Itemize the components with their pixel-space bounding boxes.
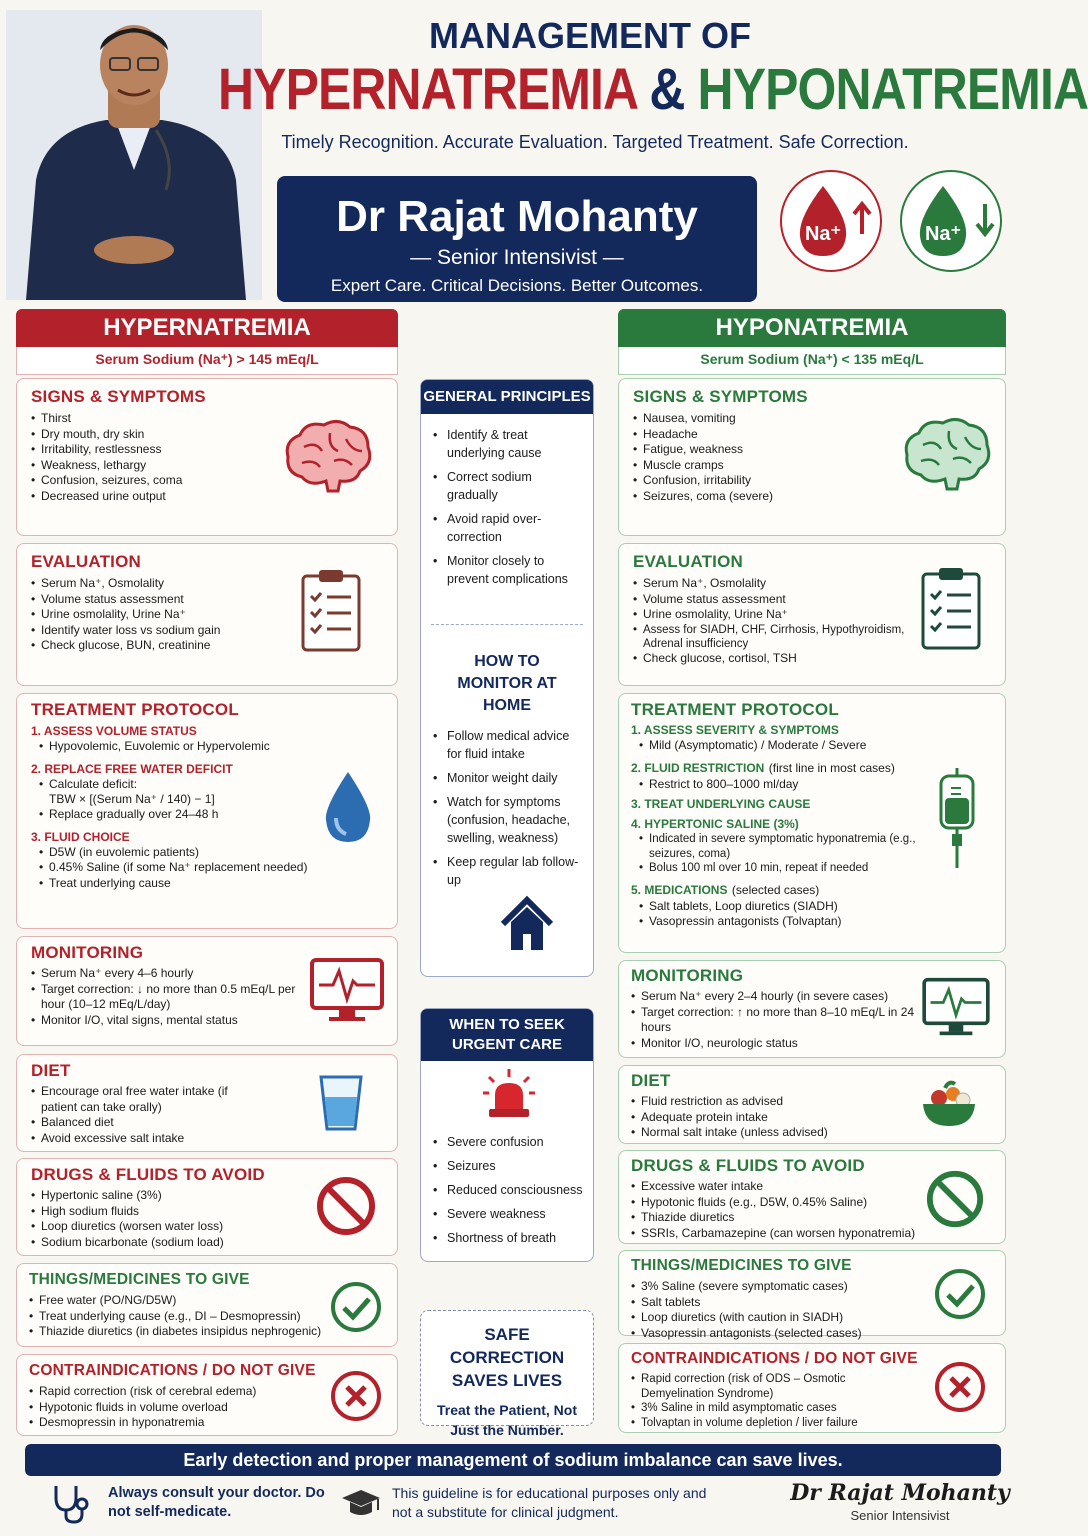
hypo-signs-card (618, 378, 1006, 536)
hyper-definition: Serum Sodium (Na⁺) > 145 mEq/L (16, 347, 398, 375)
list-item: • Indicated in severe symptomatic hyponatremia (e.g., seizures, coma) (639, 832, 916, 861)
hypo-monitoring-card (618, 960, 1006, 1058)
signature-name: Dr Rajat Mohanty (790, 1480, 1010, 1506)
sodium-up-icon (778, 168, 884, 279)
stethoscope-icon (48, 1482, 94, 1531)
list-item: • Serum Na⁺, Osmolality (633, 576, 923, 592)
sodium-down-icon (898, 168, 1004, 279)
footer-banner: Early detection and proper management of sodium imbalance can save lives. (25, 1444, 1001, 1476)
list-item: • Adequate protein intake (631, 1110, 993, 1126)
x-circle-icon (933, 1360, 987, 1419)
hyper-banner: HYPERNATREMIA (16, 309, 398, 347)
list-item: • Thiazide diuretics (in diabetes insipidus nephrogenic) (29, 1324, 385, 1340)
list-item: • Dry mouth, dry skin (31, 427, 383, 443)
hyper-diet-title: DIET (31, 1061, 71, 1080)
list-item: • Target correction: ↓ no more than 0.5 mEq/L per hour (10–12 mEq/L/day) (31, 982, 316, 1013)
hypo-signs-title: SIGNS & SYMPTOMS (633, 387, 808, 406)
list-item: • Treat underlying cause (39, 876, 383, 892)
list-item: • Shortness of breath (433, 1229, 583, 1247)
water-glass-icon (317, 1073, 365, 1138)
brain-icon (282, 417, 374, 498)
hypo-treatment-step5-list (631, 899, 993, 930)
hypo-banner: HYPONATREMIA (618, 309, 1006, 347)
list-item: • Fluid restriction as advised (631, 1094, 993, 1110)
list-item: • Identify & treat underlying cause (433, 426, 583, 462)
house-icon (499, 894, 555, 959)
hyper-give-title: THINGS/MEDICINES TO GIVE (29, 1271, 250, 1288)
list-item: • Vasopressin antagonists (Tolvaptan) (639, 914, 993, 930)
checkmark-icon (329, 1280, 383, 1339)
principles-title: GENERAL PRINCIPLES (421, 380, 593, 414)
list-item: • Excessive water intake (631, 1179, 993, 1195)
list-item: • Muscle cramps (633, 458, 991, 474)
list-item: • Check glucose, cortisol, TSH (633, 651, 923, 667)
list-item: • Salt tablets (631, 1295, 993, 1311)
hyper-monitoring-title: MONITORING (31, 943, 144, 962)
prohibited-icon (315, 1175, 377, 1242)
home-title: HOW TO MONITOR AT HOME (457, 653, 557, 714)
list-item: • Treat underlying cause (e.g., DI – Desmopressin) (29, 1309, 385, 1325)
list-item: • Calculate deficit: (39, 777, 383, 793)
signature-role: Senior Intensivist (850, 1508, 950, 1523)
list-item: • Serum Na⁺ every 4–6 hourly (31, 966, 316, 982)
title-hyper: HYPERNATREMIA (218, 57, 637, 122)
list-item: • Hypotonic fluids (e.g., D5W, 0.45% Saline) (631, 1195, 993, 1211)
doctor-photo (6, 10, 262, 300)
hypo-monitoring-list (631, 989, 916, 1051)
list-item: • Thirst (31, 411, 383, 427)
list-item: • Serum Na⁺, Osmolality (31, 576, 383, 592)
hypo-avoid-card (618, 1150, 1006, 1244)
hypo-evaluation-card (618, 543, 1006, 686)
graduation-cap-icon (340, 1486, 382, 1529)
hypo-treatment-step5-note: (selected cases) (731, 882, 820, 897)
hypo-diet-card (618, 1065, 1006, 1144)
list-item: • SSRIs, Carbamazepine (can worsen hyponatremia) (631, 1226, 993, 1242)
doctor-name: Dr Rajat Mohanty (336, 192, 698, 241)
list-item: • Assess for SIADH, CHF, Cirrhosis, Hypothyroidism, Adrenal insufficiency (633, 623, 923, 651)
list-item: • Monitor weight daily (433, 769, 583, 787)
consult-note: Always consult your doctor. Do not self-medicate. (108, 1485, 325, 1520)
list-item: • Thiazide diuretics (631, 1210, 993, 1226)
list-item: • Serum Na⁺ every 2–4 hourly (in severe cases) (631, 989, 916, 1005)
list-item: • Sodium bicarbonate (sodium load) (31, 1235, 383, 1251)
list-item: • Headache (633, 427, 991, 443)
list-item: • Monitor I/O, neurologic status (631, 1036, 916, 1052)
list-item: • 3% Saline in mild asymptomatic cases (631, 1401, 921, 1416)
water-drop-icon (322, 768, 374, 851)
na-label-down: Na⁺ (924, 223, 962, 245)
urgent-list (421, 1133, 593, 1247)
hypo-treatment-step1: 1. ASSESS SEVERITY & SYMPTOMS (631, 723, 839, 737)
list-item: • Correct sodium gradually (433, 468, 583, 504)
safe-correction-box (420, 1310, 594, 1438)
monitor-icon (921, 977, 991, 1042)
list-item: • Fatigue, weakness (633, 442, 991, 458)
hypo-contra-list (631, 1372, 921, 1430)
tagline: Timely Recognition. Accurate Evaluation. Targeted Treatment. Safe Correction. (281, 132, 909, 152)
list-item: • Hypertonic saline (3%) (31, 1188, 383, 1204)
list-item: • Nausea, vomiting (633, 411, 991, 427)
list-item: • Volume status assessment (633, 592, 923, 608)
checkmark-icon (933, 1267, 987, 1326)
list-item: • Balanced diet (31, 1115, 241, 1131)
list-item: • Vasopressin antagonists (selected cases) (631, 1326, 993, 1342)
hyper-monitoring-card (16, 936, 398, 1046)
title-hypo: HYPONATREMIA (697, 57, 1088, 122)
title-line1: MANAGEMENT OF (429, 15, 751, 56)
hyper-avoid-card (16, 1158, 398, 1256)
list-item: • Reduced consciousness (433, 1181, 583, 1199)
hyper-treatment-title: TREATMENT PROTOCOL (31, 700, 239, 719)
clipboard-icon (919, 564, 983, 657)
list-item: • Confusion, seizures, coma (31, 473, 383, 489)
list-item: • Confusion, irritability (633, 473, 991, 489)
list-item: • Free water (PO/NG/D5W) (29, 1293, 385, 1309)
hypo-diet-title: DIET (631, 1071, 671, 1090)
list-item: • D5W (in euvolemic patients) (39, 845, 383, 861)
x-circle-icon (329, 1369, 383, 1428)
hyper-treatment-step1: 1. ASSESS VOLUME STATUS (31, 724, 197, 738)
list-item: • Urine osmolality, Urine Na⁺ (31, 607, 383, 623)
list-item: • Rapid correction (risk of ODS – Osmotic Demyelination Syndrome) (631, 1372, 921, 1401)
list-item: • 3% Saline (severe symptomatic cases) (631, 1279, 993, 1295)
signature (790, 1478, 1010, 1524)
principles-list (421, 414, 593, 588)
monitor-icon (309, 957, 385, 1028)
center-panel (420, 379, 594, 977)
list-item: • Salt tablets, Loop diuretics (SIADH) (639, 899, 993, 915)
hypo-treatment-step1-list (631, 738, 993, 754)
hyper-contra-title: CONTRAINDICATIONS / DO NOT GIVE (29, 1362, 316, 1379)
list-item: • Watch for symptoms (confusion, headache, swelling, weakness) (433, 793, 583, 847)
list-item: • Hypotonic fluids in volume overload (29, 1400, 385, 1416)
hyper-evaluation-card (16, 543, 398, 686)
list-item: • Loop diuretics (worsen water loss) (31, 1219, 383, 1235)
hypo-treatment-title: TREATMENT PROTOCOL (631, 700, 839, 719)
prohibited-icon (925, 1169, 985, 1234)
urgent-panel (420, 1008, 594, 1262)
list-item: • Keep regular lab follow-up (433, 853, 583, 889)
hyper-give-card (16, 1263, 398, 1347)
list-item: • Volume status assessment (31, 592, 383, 608)
hypo-evaluation-list (633, 576, 923, 666)
list-item: • Severe weakness (433, 1205, 583, 1223)
list-item: • Seizures, coma (severe) (633, 489, 991, 505)
hypo-monitoring-title: MONITORING (631, 966, 744, 985)
list-item: • Hypovolemic, Euvolemic or Hypervolemic (39, 739, 383, 755)
list-item: • Rapid correction (risk of cerebral edema) (29, 1384, 385, 1400)
list-item: • Decreased urine output (31, 489, 383, 505)
list-item: • Severe confusion (433, 1133, 583, 1151)
list-item: • 0.45% Saline (if some Na⁺ replacement needed) (39, 860, 383, 876)
safe-text: Treat the Patient, Not Just the Number. (436, 1402, 578, 1438)
hypo-treatment-step3: 3. TREAT UNDERLYING CAUSE (631, 797, 811, 811)
hypo-treatment-card (618, 693, 1006, 953)
hyper-treatment-step3: 3. FLUID CHOICE (31, 829, 130, 844)
list-item: • Identify water loss vs sodium gain (31, 623, 383, 639)
hyper-contra-card (16, 1354, 398, 1436)
hyper-signs-title: SIGNS & SYMPTOMS (31, 387, 206, 406)
hyper-treatment-step3-list (31, 845, 383, 892)
list-item: • Urine osmolality, Urine Na⁺ (633, 607, 923, 623)
hypo-treatment-step5 (631, 881, 993, 899)
list-item: • Follow medical advice for fluid intake (433, 727, 583, 763)
list-item: • Check glucose, BUN, creatinine (31, 638, 383, 654)
hyper-treatment-step2: 2. REPLACE FREE WATER DEFICIT (31, 761, 233, 776)
hyper-signs-card (16, 378, 398, 536)
hypo-definition: Serum Sodium (Na⁺) < 135 mEq/L (618, 347, 1006, 375)
title-amp: & (649, 57, 685, 122)
list-item: • Irritability, restlessness (31, 442, 383, 458)
list-item: • Restrict to 800–1000 ml/day (639, 777, 993, 793)
list-item: • Tolvaptan in volume depletion / liver failure (631, 1416, 921, 1431)
list-item: • Weakness, lethargy (31, 458, 383, 474)
alarm-siren-icon (481, 1067, 537, 1124)
food-bowl-icon (919, 1080, 979, 1135)
list-item: • Monitor closely to prevent complications (433, 552, 583, 588)
urgent-title: WHEN TO SEEK URGENT CARE (421, 1009, 593, 1061)
list-item: • Encourage oral free water intake (if patient can take orally) (31, 1084, 241, 1115)
hypo-give-title: THINGS/MEDICINES TO GIVE (631, 1257, 852, 1274)
list-item: • Bolus 100 ml over 10 min, repeat if needed (639, 861, 916, 876)
clipboard-icon (299, 566, 363, 659)
doctor-role: — Senior Intensivist — (410, 246, 624, 269)
hypo-contra-title: CONTRAINDICATIONS / DO NOT GIVE (631, 1350, 918, 1367)
list-item: • Normal salt intake (unless advised) (631, 1125, 993, 1141)
hypo-treatment-step5-label: 5. MEDICATIONS (631, 882, 728, 897)
hypo-treatment-step4: 4. HYPERTONIC SALINE (3%) (631, 817, 799, 831)
hypo-give-card (618, 1250, 1006, 1340)
disclaimer-note: This guideline is for educational purposes only and not a substitute for clinical judgment. (392, 1485, 707, 1520)
hyper-avoid-title: DRUGS & FLUIDS TO AVOID (31, 1165, 265, 1184)
doctor-role-text: Senior Intensivist (437, 246, 597, 269)
list-item: • Replace gradually over 24–48 h (39, 807, 383, 823)
list-item: • High sodium fluids (31, 1204, 383, 1220)
list-item: • Loop diuretics (with caution in SIADH) (631, 1310, 993, 1326)
hypo-treatment-step4-list (631, 832, 916, 876)
deficit-formula: TBW × [(Serum Na⁺ / 140) − 1] (49, 792, 215, 806)
iv-bag-icon (937, 768, 977, 873)
hyper-evaluation-title: EVALUATION (31, 552, 141, 571)
hypo-evaluation-title: EVALUATION (633, 552, 743, 571)
page-title (218, 57, 1088, 122)
na-label-up: Na⁺ (804, 223, 842, 245)
list-item: • Mild (Asymptomatic) / Moderate / Severe (639, 738, 993, 754)
hypo-contra-card (618, 1343, 1006, 1433)
safe-title: SAFE CORRECTION SAVES LIVES (449, 1325, 565, 1390)
hypo-treatment-step2-note: (first line in most cases) (768, 760, 895, 775)
hyper-monitoring-list (31, 966, 316, 1028)
hyper-diet-list (31, 1084, 241, 1146)
hyper-treatment-step1-list (31, 739, 383, 755)
list-item: • Target correction: ↑ no more than 8–10 mEq/L in 24 hours (631, 1005, 916, 1036)
hypo-treatment-step2-label: 2. FLUID RESTRICTION (631, 760, 765, 775)
brain-icon (901, 415, 993, 496)
list-item: • Monitor I/O, vital signs, mental status (31, 1013, 316, 1029)
doctor-card (277, 176, 757, 302)
hyper-treatment-card (16, 693, 398, 929)
doctor-motto: Expert Care. Critical Decisions. Better Outcomes. (330, 276, 704, 295)
list-item: • Seizures (433, 1157, 583, 1175)
hypo-avoid-title: DRUGS & FLUIDS TO AVOID (631, 1156, 865, 1175)
hyper-diet-card (16, 1054, 398, 1152)
home-list (421, 717, 593, 889)
list-item: • Avoid rapid over-correction (433, 510, 583, 546)
list-item: • Desmopressin in hyponatremia (29, 1415, 385, 1431)
list-item: • Avoid excessive salt intake (31, 1131, 241, 1147)
